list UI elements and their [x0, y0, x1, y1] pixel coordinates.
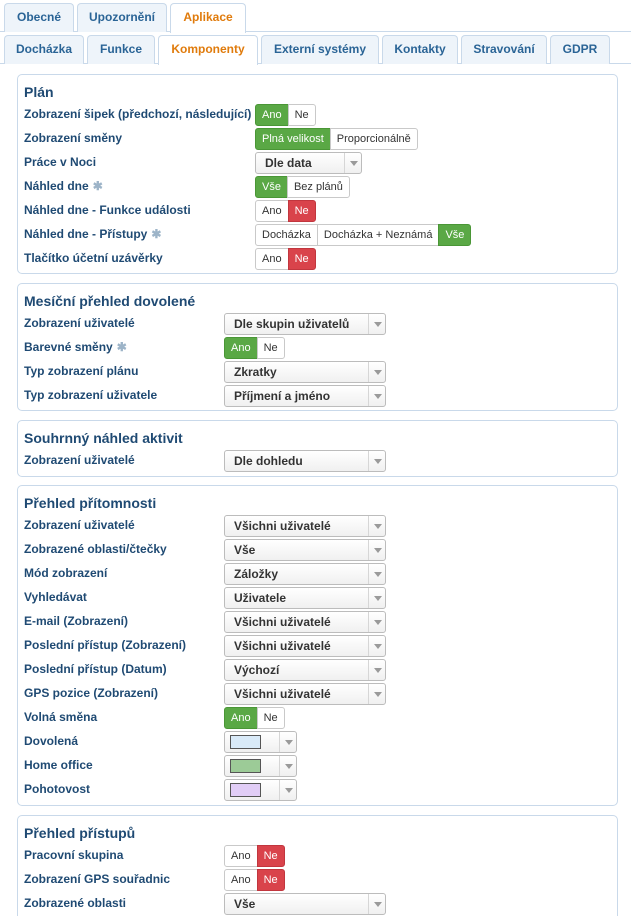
select-value: Dle dohledu: [234, 454, 303, 468]
row-shift: [18, 127, 617, 151]
free-shift-toggle: [224, 707, 285, 729]
setting-label: Dovolená: [24, 734, 79, 748]
option-vse[interactable]: Vše: [438, 224, 471, 246]
option-ne[interactable]: Ne: [257, 845, 285, 867]
setting-label: Zobrazení GPS souřadnic: [24, 872, 171, 886]
chevron-down-icon: [368, 894, 385, 914]
setting-label: Barevné směny ✱: [24, 340, 127, 354]
option-vse[interactable]: Vše: [255, 176, 288, 198]
user-type-select[interactable]: [224, 385, 386, 407]
option-ano[interactable]: Ano: [255, 104, 289, 126]
setting-label: Typ zobrazení plánu: [24, 364, 139, 378]
plan-type-select[interactable]: [224, 361, 386, 383]
row-free-shift: [18, 706, 617, 730]
home-office-color-picker[interactable]: [224, 755, 297, 777]
asterisk-icon[interactable]: ✱: [116, 340, 127, 354]
tab-stravovani[interactable]: Stravování: [461, 35, 547, 64]
row-setting: [18, 538, 617, 562]
chevron-down-icon: [368, 660, 385, 680]
pohotovost-color-picker[interactable]: [224, 779, 297, 801]
setting-label: Náhled dne ✱: [24, 179, 103, 193]
row-color-shifts: [18, 336, 617, 360]
chevron-down-icon: [368, 588, 385, 608]
option-ano[interactable]: Ano: [224, 337, 258, 359]
setting-select[interactable]: [224, 515, 386, 537]
row-closing: [18, 247, 617, 271]
day-access-toggle: [255, 224, 471, 246]
row-dovolena: [18, 730, 617, 754]
day-preview-toggle: [255, 176, 350, 198]
setting-label: Pohotovost: [24, 782, 90, 796]
select-value: Všichni uživatelé: [234, 687, 331, 701]
tab-aplikace[interactable]: Aplikace: [170, 3, 246, 33]
option-ano[interactable]: Ano: [224, 707, 258, 729]
tab-funkce[interactable]: Funkce: [87, 35, 155, 64]
row-group: [18, 844, 617, 868]
shift-toggle: [255, 128, 418, 150]
section-title: Mesíční přehled dovolené: [24, 293, 196, 309]
setting-label: Zobrazení směny: [24, 131, 123, 145]
option-ne[interactable]: Ne: [288, 200, 316, 222]
sub-tabs: [0, 32, 631, 64]
main-tabs: [0, 0, 631, 32]
setting-label: Zobrazení uživatelé: [24, 518, 135, 532]
row-areas: [18, 892, 617, 916]
closing-toggle: [255, 248, 316, 270]
option-proporcionalne[interactable]: Proporcionálně: [330, 128, 418, 150]
setting-label: Zobrazené oblasti/čtečky: [24, 542, 167, 556]
setting-select[interactable]: [224, 611, 386, 633]
row-day-event: [18, 199, 617, 223]
color-swatch: [230, 759, 261, 773]
row-setting: [18, 514, 617, 538]
users-select[interactable]: [224, 450, 386, 472]
select-value: Zkratky: [234, 365, 277, 379]
asterisk-icon[interactable]: ✱: [92, 179, 103, 193]
option-ne[interactable]: Ne: [257, 707, 285, 729]
option-ano[interactable]: Ano: [224, 845, 258, 867]
panel-attendance: [17, 485, 618, 806]
setting-select[interactable]: [224, 683, 386, 705]
night-select[interactable]: [255, 152, 362, 174]
chevron-down-icon: [368, 684, 385, 704]
dovolena-color-picker[interactable]: [224, 731, 297, 753]
row-setting: [18, 658, 617, 682]
chevron-down-icon: [279, 780, 296, 800]
setting-label: Tlačítko účetní uzávěrky: [24, 251, 163, 265]
setting-select[interactable]: [224, 539, 386, 561]
color-swatch: [230, 783, 261, 797]
setting-label: Home office: [24, 758, 93, 772]
row-setting: [18, 634, 617, 658]
tab-upozorneni[interactable]: Upozornění: [77, 3, 167, 32]
asterisk-icon[interactable]: ✱: [151, 227, 162, 241]
select-value: Všichni uživatelé: [234, 615, 331, 629]
row-setting: [18, 610, 617, 634]
option-ano[interactable]: Ano: [255, 200, 289, 222]
select-value: Všichni uživatelé: [234, 519, 331, 533]
tab-obecne[interactable]: Obecné: [4, 3, 74, 32]
chevron-down-icon: [368, 564, 385, 584]
option-bez-planu[interactable]: Bez plánů: [287, 176, 350, 198]
option-dochazka[interactable]: Docházka: [255, 224, 318, 246]
chevron-down-icon: [368, 636, 385, 656]
row-users: [18, 312, 617, 336]
chevron-down-icon: [368, 314, 385, 334]
option-ne[interactable]: Ne: [288, 248, 316, 270]
tab-kontakty[interactable]: Kontakty: [382, 35, 458, 64]
row-plan-type: [18, 360, 617, 384]
tab-gdpr[interactable]: GDPR: [550, 35, 610, 64]
setting-select[interactable]: [224, 587, 386, 609]
option-ne[interactable]: Ne: [257, 869, 285, 891]
setting-label: Náhled dne - Funkce události: [24, 203, 191, 217]
setting-label: Náhled dne - Přístupy ✱: [24, 227, 162, 241]
section-title: Plán: [24, 84, 54, 100]
row-home-office: [18, 754, 617, 778]
setting-label: Typ zobrazení uživatele: [24, 388, 158, 402]
select-value: Příjmení a jméno: [234, 389, 331, 403]
select-value: Záložky: [234, 567, 279, 581]
tab-externi-systemy[interactable]: Externí systémy: [261, 35, 379, 64]
select-value: Všichni uživatelé: [234, 639, 331, 653]
color-shifts-toggle: [224, 337, 285, 359]
users-select[interactable]: [224, 313, 386, 335]
setting-label: Zobrazení uživatelé: [24, 316, 135, 330]
chevron-down-icon: [368, 451, 385, 471]
group-toggle: [224, 845, 285, 867]
row-day-access: [18, 223, 617, 247]
row-users: [18, 449, 617, 473]
row-setting: [18, 586, 617, 610]
setting-label: Zobrazení šipek (předchozí, následující): [24, 107, 252, 121]
chevron-down-icon: [368, 362, 385, 382]
section-title: Přehled přístupů: [24, 825, 136, 841]
chevron-down-icon: [344, 153, 361, 173]
setting-label: Poslední přístup (Zobrazení): [24, 638, 187, 652]
chevron-down-icon: [279, 756, 296, 776]
panel-plan: [17, 74, 618, 274]
setting-label: Mód zobrazení: [24, 566, 108, 580]
panel-access: [17, 815, 618, 916]
select-value: Uživatele: [234, 591, 287, 605]
setting-label: Vyhledávat: [24, 590, 87, 604]
chevron-down-icon: [368, 612, 385, 632]
gps-toggle: [224, 869, 285, 891]
row-night: [18, 151, 617, 175]
chevron-down-icon: [279, 732, 296, 752]
color-swatch: [230, 735, 261, 749]
select-value: Vše: [234, 897, 256, 911]
setting-label: Pracovní skupina: [24, 848, 124, 862]
areas-select[interactable]: [224, 893, 386, 915]
row-gps: [18, 868, 617, 892]
chevron-down-icon: [368, 516, 385, 536]
row-pohotovost: [18, 778, 617, 802]
row-setting: [18, 562, 617, 586]
row-user-type: [18, 384, 617, 408]
option-ano[interactable]: Ano: [224, 869, 258, 891]
setting-label: E-mail (Zobrazení): [24, 614, 129, 628]
row-day-preview: [18, 175, 617, 199]
option-dochazka-neznama[interactable]: Docházka + Neznámá: [317, 224, 440, 246]
setting-label: Zobrazení uživatelé: [24, 453, 135, 467]
tab-komponenty[interactable]: Komponenty: [158, 35, 258, 65]
setting-label: Práce v Noci: [24, 155, 97, 169]
option-plna-velikost[interactable]: Plná velikost: [255, 128, 331, 150]
option-ano[interactable]: Ano: [255, 248, 289, 270]
day-event-toggle: [255, 200, 316, 222]
setting-select[interactable]: [224, 659, 386, 681]
setting-select[interactable]: [224, 635, 386, 657]
section-title: Přehled přítomnosti: [24, 495, 157, 511]
chevron-down-icon: [368, 540, 385, 560]
section-title: Souhrnný náhled aktivit: [24, 430, 183, 446]
select-value: Dle skupin uživatelů: [234, 317, 350, 331]
setting-label: Zobrazené oblasti: [24, 896, 127, 910]
tab-dochazka[interactable]: Docházka: [4, 35, 84, 64]
row-arrows: [18, 103, 617, 127]
setting-label: GPS pozice (Zobrazení): [24, 686, 159, 700]
select-value: Vše: [234, 543, 256, 557]
option-ne[interactable]: Ne: [257, 337, 285, 359]
select-value: Výchozí: [234, 663, 280, 677]
panel-summary: [17, 420, 618, 477]
setting-select[interactable]: [224, 563, 386, 585]
option-ne[interactable]: Ne: [288, 104, 316, 126]
arrows-toggle: [255, 104, 316, 126]
setting-label: Volná směna: [24, 710, 98, 724]
setting-label: Poslední přístup (Datum): [24, 662, 167, 676]
chevron-down-icon: [368, 386, 385, 406]
row-setting: [18, 682, 617, 706]
panel-leave: [17, 283, 618, 411]
select-value: Dle data: [265, 156, 312, 170]
